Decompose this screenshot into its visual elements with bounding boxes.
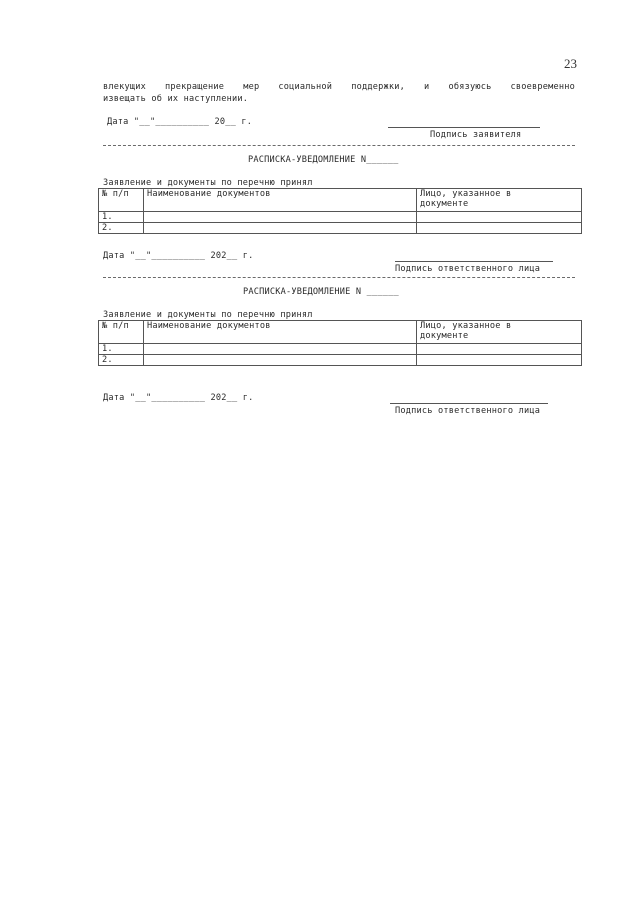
- col-person-header-line2: документе: [420, 331, 469, 341]
- col-person-header-line1: Лицо, указанное в: [420, 189, 512, 199]
- col-number-header: № п/п: [99, 189, 144, 212]
- table-row: [99, 344, 582, 355]
- table-header-row: [99, 321, 582, 344]
- receipt-2-signature-caption: Подпись ответственного лица: [395, 406, 541, 416]
- receipt-1-date: Дата "__"__________ 202__ г.: [103, 251, 254, 261]
- row-person: [417, 344, 582, 355]
- col-documents-header: Наименование документов: [144, 321, 417, 344]
- intro-line-2: извещать об их наступлении.: [103, 94, 249, 104]
- receipt-2-signature-line: [390, 403, 548, 404]
- row-document: [144, 223, 417, 234]
- cut-line-1: [103, 145, 575, 146]
- col-person-header-line1: Лицо, указанное в: [420, 321, 512, 331]
- col-person-header: [417, 189, 582, 212]
- row-person: [417, 355, 582, 366]
- receipt-1-accepted: Заявление и документы по перечню принял: [103, 178, 313, 188]
- row-person: [417, 223, 582, 234]
- cut-line-2: [103, 277, 575, 278]
- receipt-2-accepted: Заявление и документы по перечню принял: [103, 310, 313, 320]
- col-person-header: [417, 321, 582, 344]
- row-document: [144, 212, 417, 223]
- receipt-1-signature-line: [395, 261, 553, 262]
- col-documents-header: Наименование документов: [144, 189, 417, 212]
- applicant-signature-caption: Подпись заявителя: [430, 130, 522, 140]
- receipt-1-signature-caption: Подпись ответственного лица: [395, 264, 541, 274]
- receipt-1-title: РАСПИСКА-УВЕДОМЛЕНИЕ N______: [248, 155, 399, 165]
- table-header-row: [99, 189, 582, 212]
- receipt-1-table: [98, 188, 582, 234]
- row-document: [144, 344, 417, 355]
- row-number: 1.: [99, 344, 144, 355]
- table-row: [99, 355, 582, 366]
- receipt-2-table: [98, 320, 582, 366]
- row-number: 2.: [99, 355, 144, 366]
- col-number-header: № п/п: [99, 321, 144, 344]
- intro-line-1: влекущих прекращение мер социальной поддержки, и обязуюсь своевременно: [103, 82, 575, 92]
- row-person: [417, 212, 582, 223]
- table-row: [99, 212, 582, 223]
- applicant-date: Дата "__"__________ 20__ г.: [107, 117, 253, 127]
- row-document: [144, 355, 417, 366]
- receipt-2-date: Дата "__"__________ 202__ г.: [103, 393, 254, 403]
- table-row: [99, 223, 582, 234]
- col-person-header-line2: документе: [420, 199, 469, 209]
- applicant-signature-line: [388, 127, 540, 128]
- row-number: 2.: [99, 223, 144, 234]
- row-number: 1.: [99, 212, 144, 223]
- page-number: 23: [564, 56, 577, 71]
- receipt-2-title: РАСПИСКА-УВЕДОМЛЕНИЕ N ______: [243, 287, 399, 297]
